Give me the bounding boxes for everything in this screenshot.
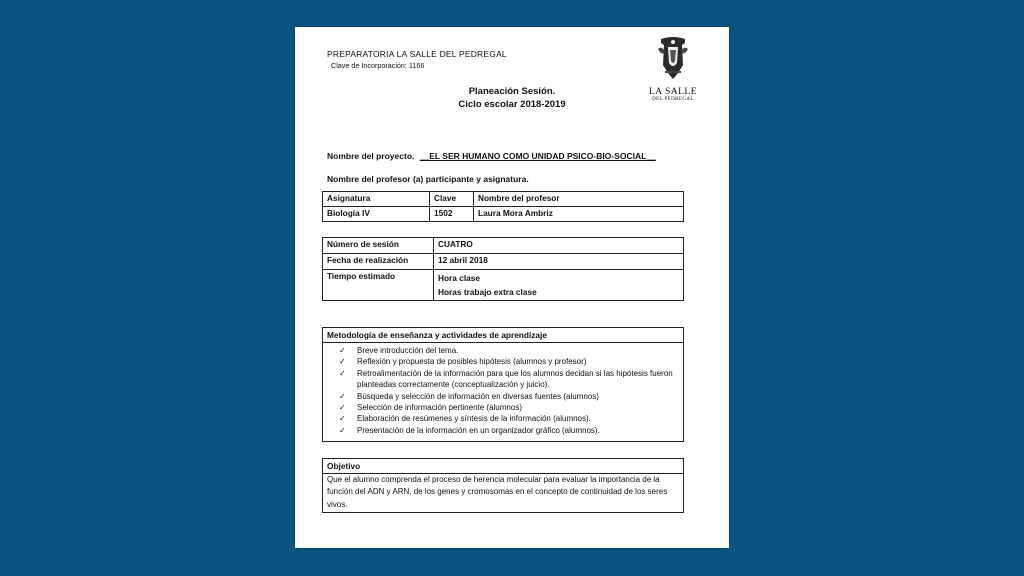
methodology-list [323, 345, 683, 436]
list-item: ✓ Retroalimentación de la información para que los alumnos decidan si las hipótesis fueron planteadas correctamente (conceptualización y juicio). [339, 368, 673, 390]
checkmark-icon: ✓ [339, 368, 346, 378]
professor-heading: Nombre del profesor (a) participante y asignatura. [327, 174, 529, 184]
numero-label: Número de sesión [323, 238, 434, 254]
list-item: ✓ Búsqueda y selección de información en diversas fuentes (alumnos) [339, 391, 599, 401]
project-name-value: __EL SER HUMANO COMO UNIDAD PSICO-BIO-SOCIAL__ [419, 151, 656, 161]
logo-text-la-salle: LA SALLE [648, 87, 698, 97]
school-name: PREPARATORIA LA SALLE DEL PEDREGAL [327, 49, 507, 59]
document-title: Planeación Sesión. [468, 86, 556, 97]
table-header-row [323, 192, 684, 207]
session-row-tiempo [323, 270, 684, 301]
session-row-fecha [323, 254, 684, 270]
list-item: ✓ Breve introducción del tema. [339, 346, 459, 355]
logo-text-del-pedregal: DEL PEDREGAL [652, 97, 694, 102]
session-row-numero [323, 238, 684, 254]
numero-value: CUATRO [434, 238, 684, 254]
list-item: ✓ Presentación de la información en un organizador gráfico (alumnos). [339, 425, 600, 435]
document-subtitle: Ciclo escolar 2018-2019 [458, 99, 566, 110]
project-name-label: Nombre del proyecto. [327, 151, 415, 161]
tiempo-value-extra: Horas trabajo extra clase [438, 287, 537, 297]
header-nombre-profesor: Nombre del profesor [474, 192, 684, 207]
tiempo-label: Tiempo estimado [323, 270, 434, 301]
cell-clave: 1502 [430, 207, 474, 222]
objective-box [322, 458, 684, 513]
shield-crest-icon [655, 35, 691, 81]
session-table [322, 237, 684, 301]
checkmark-icon: ✓ [339, 414, 346, 424]
fecha-value: 12 abril 2018 [434, 254, 684, 270]
list-item: ✓ Elaboración de resúmenes y síntesis de la información (alumnos). [339, 414, 591, 424]
checkmark-icon: ✓ [339, 425, 346, 435]
objective-text: Que el alumno comprenda el proceso de herencia molecular para evaluar la importancia de la función del ADN y ARN, de los genes y cromosomas en el concepto de continuidad de los seres vivos. [327, 475, 668, 509]
methodology-heading: Metodología de enseñanza y actividades de aprendizaje [323, 328, 683, 343]
checkmark-icon: ✓ [339, 346, 346, 355]
checkmark-icon: ✓ [339, 357, 346, 367]
document-page [295, 27, 729, 548]
project-name-row [327, 151, 656, 161]
table-row [323, 207, 684, 222]
tiempo-value-hora-clase: Hora clase [438, 273, 480, 283]
tiempo-value [434, 270, 684, 301]
checkmark-icon: ✓ [339, 391, 346, 401]
list-item: ✓ Selección de información pertinente (alumnos) [339, 403, 522, 413]
subject-table [322, 191, 684, 222]
cell-asignatura: Biología IV [323, 207, 430, 222]
methodology-box [322, 327, 684, 442]
cell-profesor: Laura Mora Ambriz [474, 207, 684, 222]
fecha-label: Fecha de realización [323, 254, 434, 270]
header-clave: Clave [430, 192, 474, 207]
list-item: ✓ Reflexión y propuesta de posibles hipótesis (alumnos y profesor) [339, 357, 587, 367]
clave-incorporacion: Clave de Incorporación: 1166 [331, 61, 425, 70]
checkmark-icon: ✓ [339, 403, 346, 413]
header-asignatura: Asignatura [323, 192, 430, 207]
objective-heading: Objetivo [323, 459, 683, 474]
